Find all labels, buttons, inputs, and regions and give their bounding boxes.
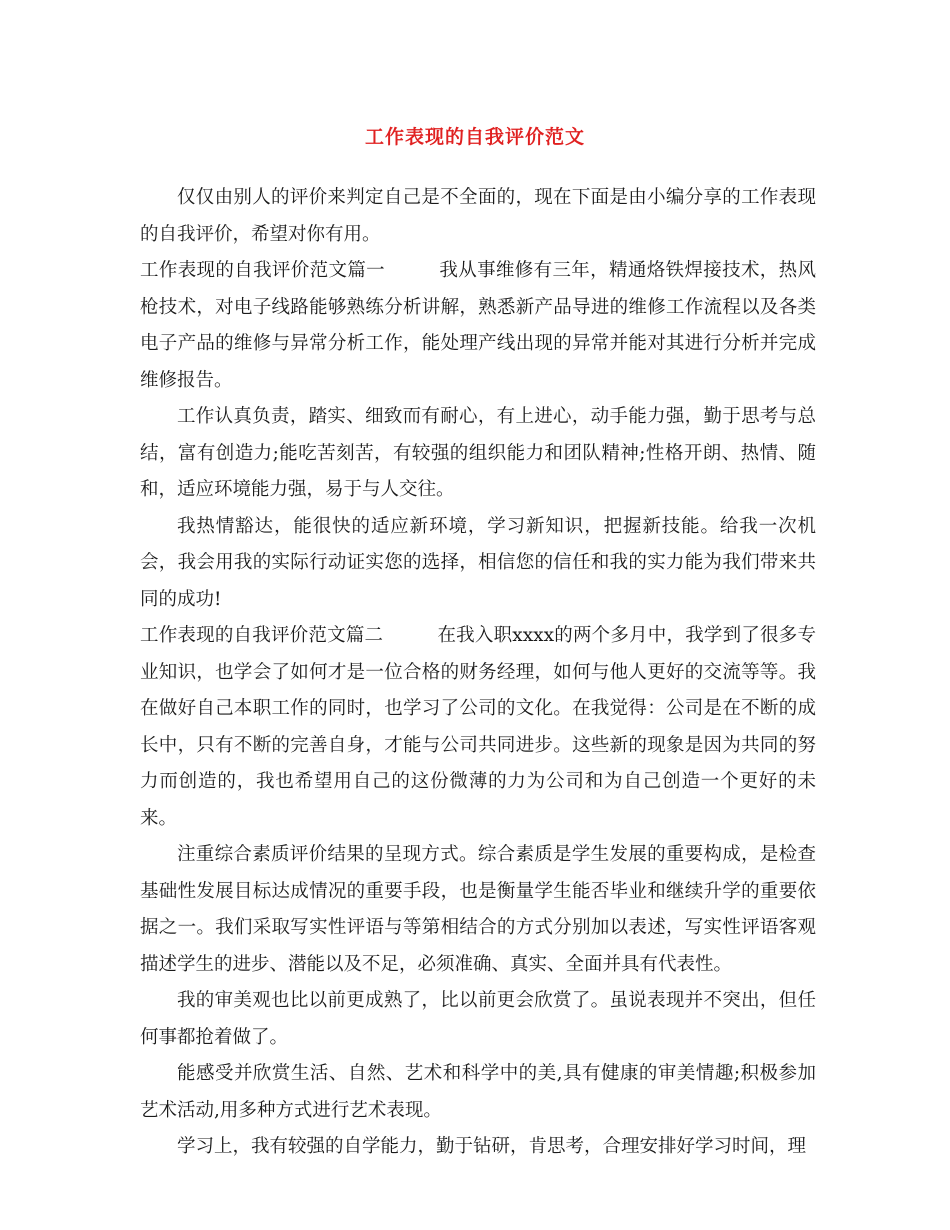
intro-paragraph: 仅仅由别人的评价来判定自己是不全面的，现在下面是由小编分享的工作表现的自我评价，希望对你有用。 <box>140 187 816 245</box>
art-paragraph: 能感受并欣赏生活、自然、艺术和科学中的美,具有健康的审美情趣;积极参加艺术活动,用多种方式进行艺术表现。 <box>140 1063 816 1121</box>
evaluation-paragraph: 注重综合素质评价结果的呈现方式。综合素质是学生发展的重要构成，是检查基础性发展目标达成情况的重要手段，也是衡量学生能否毕业和继续升学的重要依据之一。我们采取写实性评语与等第相结合的方式分别加以表述，写实性评语客观描述学生的进步、潜能以及不足，必须准确、真实、全面并具有代表性。 <box>140 844 816 975</box>
section-two-heading: 工作表现的自我评价范文篇二 <box>140 625 384 646</box>
section-two-text: 在我入职xxxx的两个多月中，我学到了很多专业知识，也学会了如何才是一位合格的财务经理，如何与他人更好的交流等等。我在做好自己本职工作的同时，也学习了公司的文化。在我觉得：公司是在不断的成长中，只有不断的完善自身，才能与公司共同进步。这些新的现象是因为共同的努力而创造的，我也希望用自己的这份微薄的力为公司和为自己创造一个更好的未来。 <box>140 625 816 829</box>
section-one-text: 我从事维修有三年，精通烙铁焊接技术，热风枪技术，对电子线路能够熟练分析讲解，熟悉新产品导进的维修工作流程以及各类电子产品的维修与异常分析工作，能处理产线出现的异常并能对其进行分析并完成维修报告。 <box>140 260 816 391</box>
opportunity-paragraph: 我热情豁达，能很快的适应新环境，学习新知识，把握新技能。给我一次机会，我会用我的实际行动证实您的选择，相信您的信任和我的实力能为我们带来共同的成功! <box>140 515 816 610</box>
section-one-paragraph <box>140 253 816 399</box>
section-one-heading: 工作表现的自我评价范文篇一 <box>140 260 386 281</box>
work-attitude-paragraph: 工作认真负责，踏实、细致而有耐心，有上进心，动手能力强，勤于思考与总结，富有创造力;能吃苦刻苦，有较强的组织能力和团队精神;性格开朗、热情、随和，适应环境能力强，易于与人交往。 <box>140 406 816 500</box>
document-title: 工作表现的自我评价范文 <box>364 126 585 148</box>
study-paragraph: 学习上，我有较强的自学能力，勤于钻研，肯思考，合理安排好学习时间，理 <box>177 1136 807 1157</box>
section-two-paragraph <box>140 618 816 837</box>
aesthetic-paragraph: 我的审美观也比以前更成熟了，比以前更会欣赏了。虽说表现并不突出，但任何事都抢着做了。 <box>140 990 816 1048</box>
document-body <box>140 180 816 1166</box>
